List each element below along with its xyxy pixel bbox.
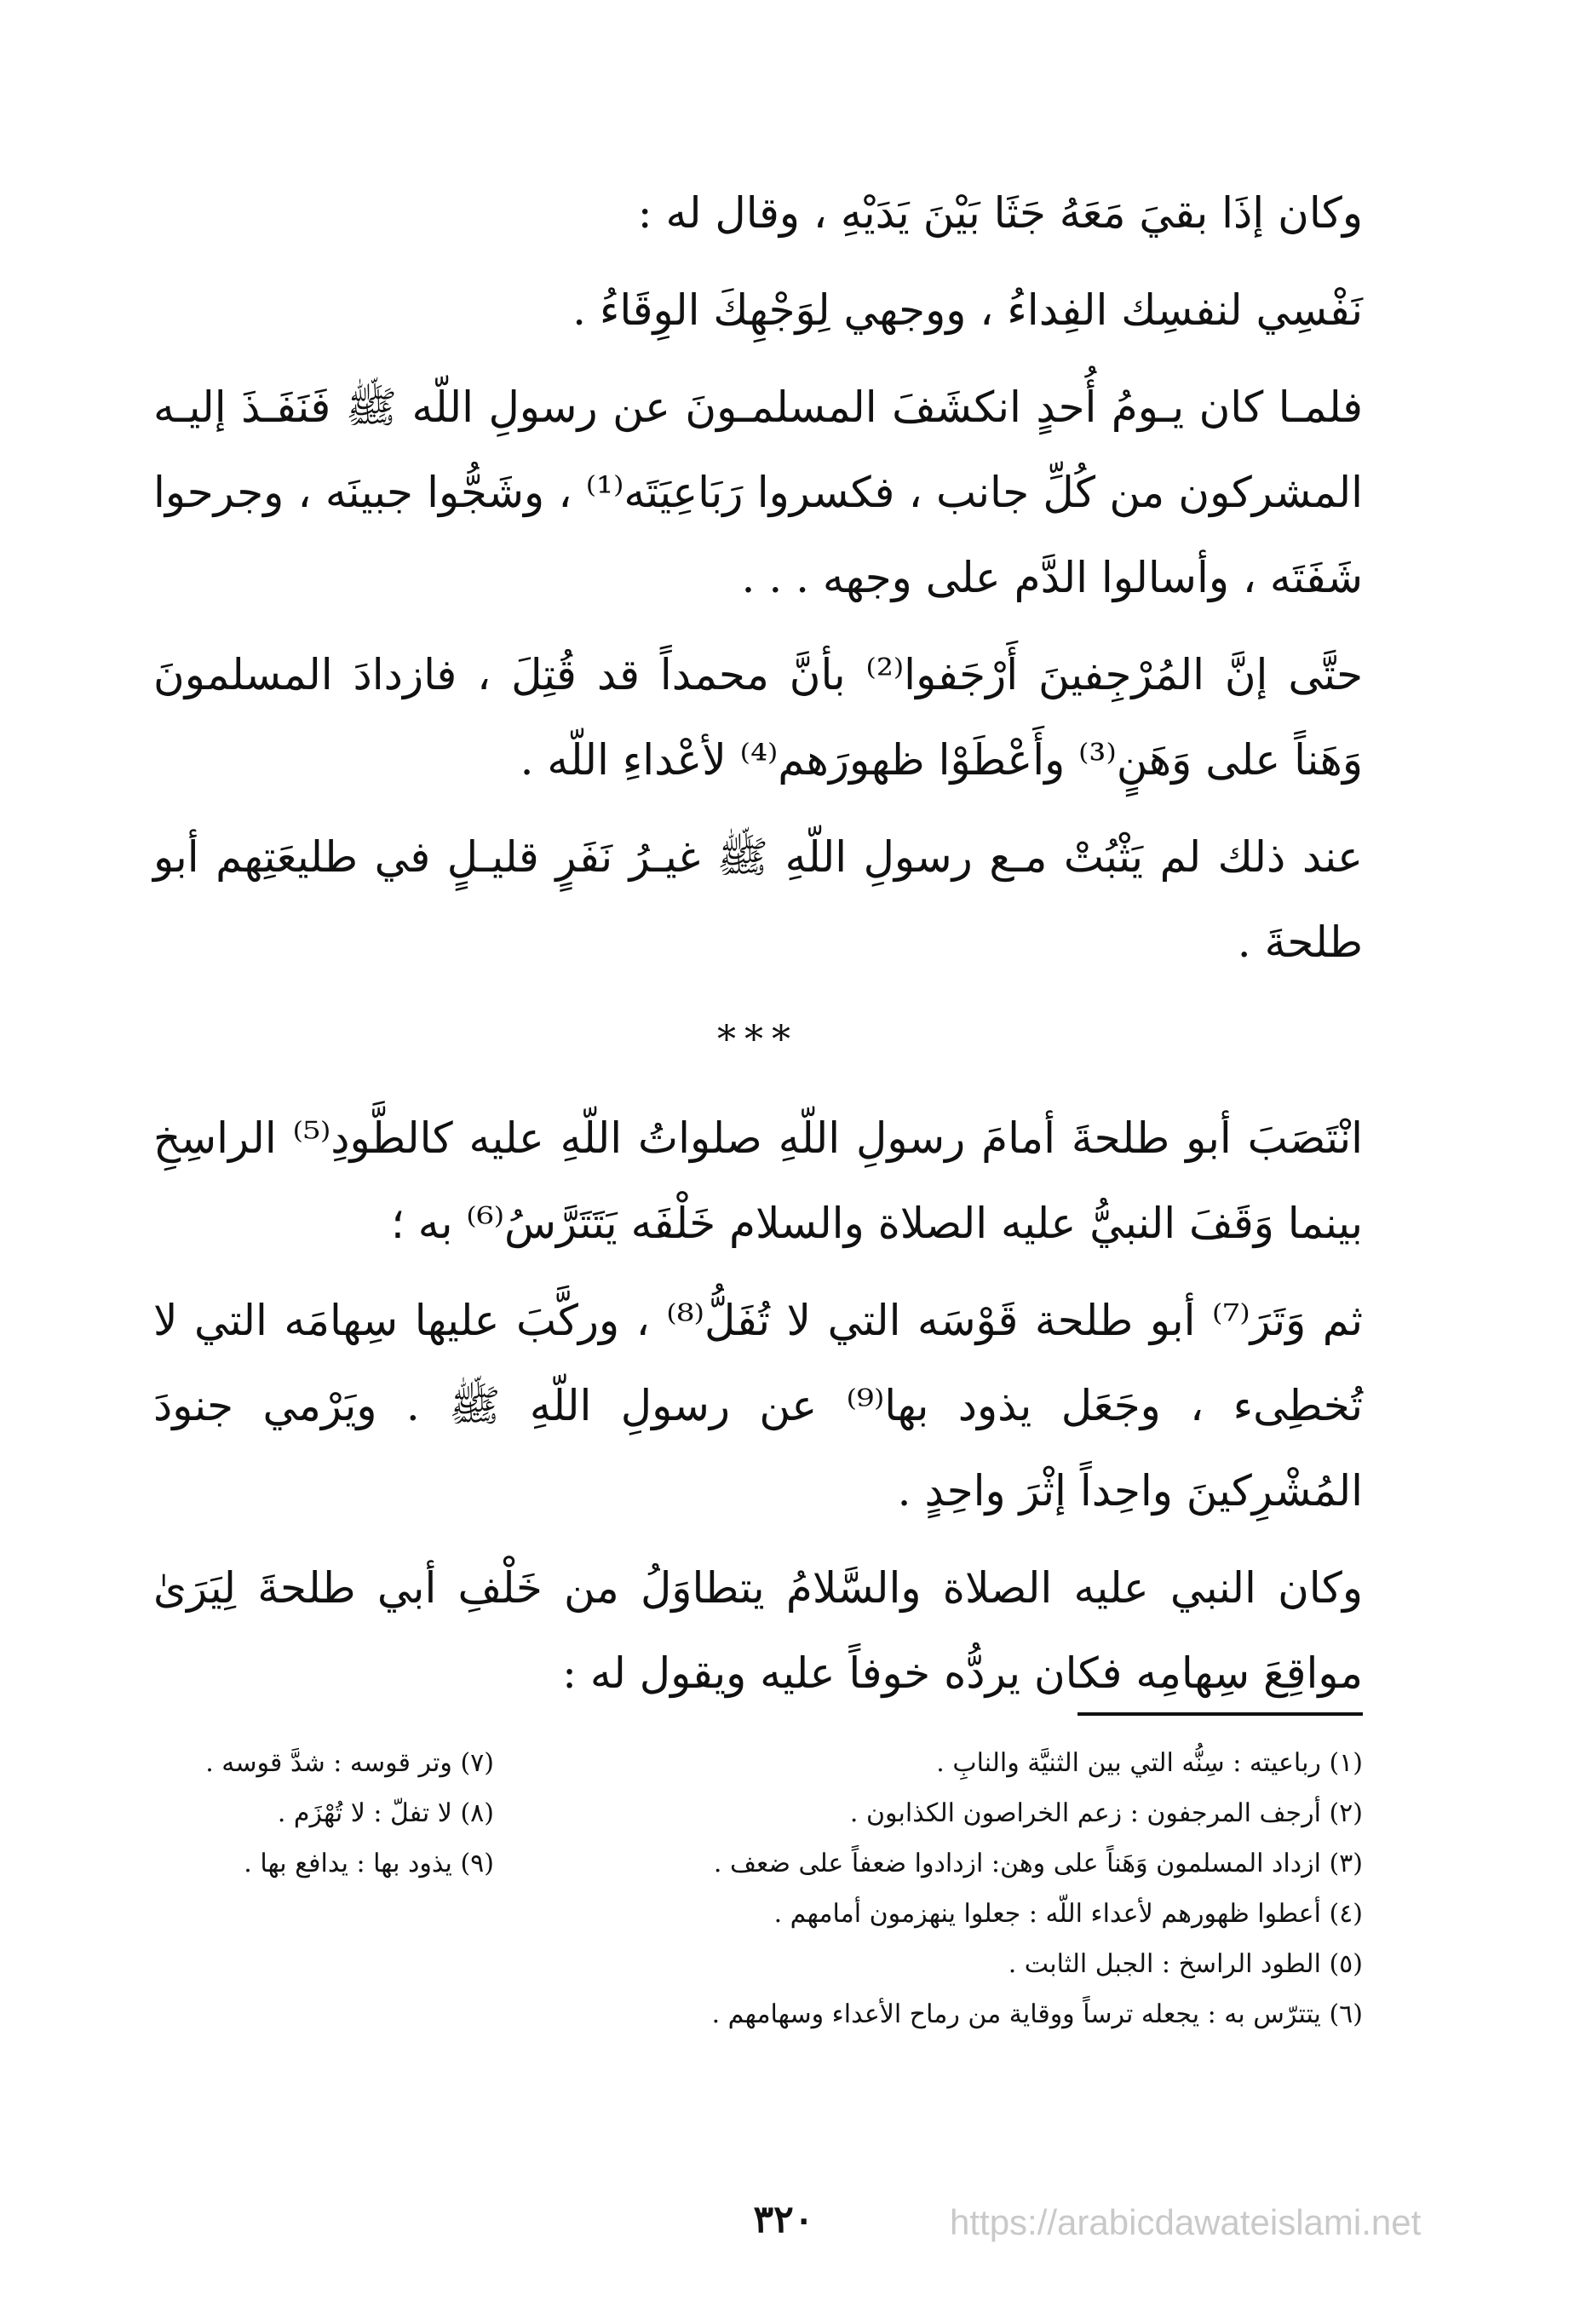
footnote: (٣) ازداد المسلمون وَهَناً على وهن: ازدادوا ضعفاً على ضعف . (713, 1849, 1363, 1878)
footnote: (٥) الطود الراسخ : الجبل الثابت . (1008, 1949, 1363, 1979)
paragraph: انْتَصَبَ أبو طلحةَ أمامَ رسولِ اللّهِ صلواتُ اللّهِ عليه كالطَّودِ⁽⁵⁾ الراسِخِ بينما وَقَفَ النبيُّ عليه الصلاة والسلام خَلْفَه يَتَتَرَّسُ⁽⁶⁾ به ؛ (153, 1113, 1364, 1248)
footnote: (١) رباعيته : سِنُّه التي بين الثنيَّة والنابِ . (936, 1748, 1363, 1778)
footnote: (٧) وتر قوسه : شدَّ قوسه . (205, 1748, 494, 1778)
footnote: (٩) يذود بها : يدافع بها . (244, 1849, 494, 1878)
paragraph: وكان النبي عليه الصلاة والسَّلامُ يتطاوَلُ من خَلْفِ أبي طلحةَ لِيَرَىٰ مواقِعَ سِهامِه فكان يردُّه خوفاً عليه ويقول له : (153, 1563, 1363, 1698)
footnotes-right-column (511, 1738, 1363, 2039)
watermark-url: https://arabicdawateislami.net (950, 2202, 1422, 2242)
section-separator: *** (717, 1018, 799, 1061)
footnote-divider (1077, 1712, 1363, 1716)
footnote: (٢) أرجف المرجفون : زعم الخراصون الكذابون . (849, 1798, 1363, 1828)
footnote: (٨) لا تفلّ : لا تُهْزَم . (277, 1798, 494, 1828)
footnote: (٦) يتترّس به : يجعله ترساً ووقاية من رماح الأعداء وسهامهم . (711, 1999, 1363, 2029)
paragraph: نَفْسِي لنفسِك الفِداءُ ، ووجهي لِوَجْهِكَ الوِقَاءُ . (572, 285, 1363, 335)
footnotes-left-column (153, 1738, 494, 1889)
paragraph: ثم وَتَرَ⁽⁷⁾ أبو طلحة قَوْسَه التي لا تُفَلُّ⁽⁸⁾ ، وركَّبَ عليها سِهامَه التي لا تُخطِىء ، وجَعَل يذود بها⁽⁹⁾ عن رسولِ اللّهِ ﷺ . ويَرْمي جنودَ المُشْرِكينَ واحِداً إثْرَ واحِدٍ . (153, 1296, 1364, 1516)
main-text (153, 170, 1363, 1728)
page-number: ٣٢٠ (753, 2198, 814, 2241)
paragraph: حتَّى إنَّ المُرْجِفينَ أَرْجَفوا⁽²⁾ بأنَّ محمداً قد قُتِلَ ، فازدادَ المسلمونَ وَهَناً على وَهَنٍ⁽³⁾ وأَعْطَوْا ظهورَهم⁽⁴⁾ لأعْداءِ اللّه . (153, 650, 1363, 785)
paragraph: عند ذلك لم يَثْبُتْ مـع رسولِ اللّهِ ﷺ غيـرُ نَفَرٍ قليـلٍ في طليعَتِهم أبو طلحةَ . (153, 832, 1363, 967)
footnote: (٤) أعطوا ظهورهم لأعداء اللّه : جعلوا ينهزمون أمامهم . (773, 1899, 1363, 1929)
paragraph: فلمـا كان يـومُ أُحدٍ انكشَفَ المسلمـونَ عن رسولِ اللّه ﷺ فَنَفَـذَ إليـه المشركون من كُلِّ جانب ، فكسروا رَبَاعِيَتَه⁽¹⁾ ، وشَجُّوا جبينَه ، وجرحوا شَفَتَه ، وأسالوا الدَّم على وجهه . . . (153, 383, 1363, 602)
paragraph: وكان إذَا بقيَ مَعَهُ جَثَا بَيْنَ يَدَيْهِ ، وقال له : (637, 188, 1363, 238)
